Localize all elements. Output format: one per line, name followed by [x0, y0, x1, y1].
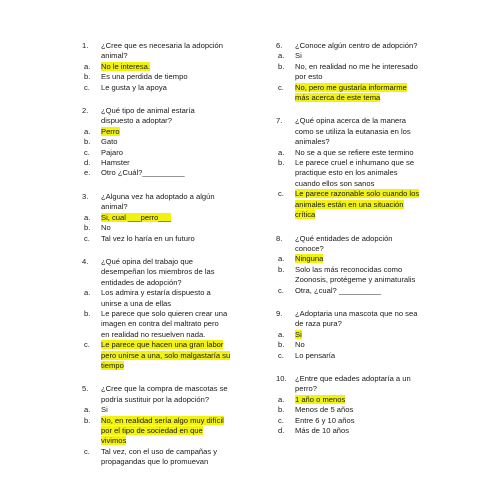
option-letter: b. — [278, 158, 285, 168]
answer-option-line — [82, 447, 270, 457]
answer-option-line — [276, 62, 436, 72]
answer-option-line — [276, 158, 436, 168]
answer-option-line — [82, 223, 270, 233]
question-text: animal? — [101, 202, 128, 212]
option-letter: a. — [278, 147, 285, 157]
question-4 — [82, 257, 270, 371]
answer-option-line — [276, 340, 436, 350]
question-text-line — [276, 116, 436, 126]
option-letter: c. — [278, 82, 284, 92]
answer-option-line — [82, 62, 270, 72]
answer-option-line — [82, 405, 270, 415]
question-text: podría sustituir por la adopción? — [101, 394, 210, 404]
answer-text: Pajaro — [101, 147, 123, 157]
answer-option-line — [276, 275, 436, 285]
question-text: de raza pura? — [295, 319, 342, 329]
question-text: ¿Conoce algún centro de adopción? — [295, 41, 418, 50]
question-10 — [276, 374, 436, 436]
answer-option-line — [82, 416, 270, 426]
question-text: animal? — [101, 51, 128, 61]
question-text: ¿Adoptaria una mascota que no sea — [295, 308, 418, 318]
question-7 — [276, 116, 436, 220]
option-letter: a. — [84, 405, 91, 415]
answer-option-line — [276, 286, 436, 296]
question-text-line — [276, 244, 436, 254]
question-text-line — [276, 374, 436, 384]
selected-answer-text: Perro — [101, 126, 120, 136]
selected-answer-text: más acerca de este tema — [295, 93, 381, 103]
question-9 — [276, 309, 436, 361]
question-text: ¿Entre que edades adoptaría a un — [295, 373, 411, 383]
answer-text: Tal vez lo haría en un futuro — [101, 233, 195, 243]
question-text: ¿Qué tipo de animal estaría — [101, 106, 195, 116]
selected-answer-text: Si, cual ___perro___ — [101, 212, 172, 222]
question-text: dispuesto a adoptar? — [101, 116, 172, 126]
option-letter: b. — [278, 340, 285, 350]
answer-text: Le parece que solo quieren crear una — [101, 308, 228, 318]
answer-text: Otra, ¿cual? __________ — [295, 285, 382, 295]
answer-option-line — [276, 168, 436, 178]
answer-text: por esto — [295, 72, 323, 82]
answer-text: Otro ¿Cuál?__________ — [101, 168, 185, 178]
answer-option-line — [276, 148, 436, 158]
answer-text: Es una perdida de tiempo — [101, 72, 188, 82]
answer-option-line — [82, 361, 270, 371]
answer-option-line — [276, 395, 436, 405]
question-number: 6. — [276, 41, 283, 50]
question-text-line — [82, 51, 270, 61]
answer-option-line — [276, 351, 436, 361]
question-number: 8. — [276, 233, 283, 243]
answer-option-line — [276, 93, 436, 103]
answer-option-line — [276, 189, 436, 199]
option-letter: d. — [84, 158, 91, 168]
selected-answer-text: crítica — [295, 210, 316, 220]
question-text: ¿Alguna vez ha adoptado a algún — [101, 191, 215, 201]
answer-text: Si — [295, 51, 302, 61]
answer-option-line — [82, 426, 270, 436]
question-text: ¿Cree que la compra de mascotas se — [101, 384, 228, 394]
question-text: conoce? — [295, 243, 324, 253]
answer-option-line — [82, 213, 270, 223]
answer-option-line — [82, 288, 270, 298]
answer-text: Hamster — [101, 158, 130, 168]
question-text-line — [82, 257, 270, 267]
option-letter: b. — [84, 72, 91, 82]
option-letter: b. — [84, 415, 91, 425]
answer-option-line — [276, 330, 436, 340]
selected-answer-text: Ninguna — [295, 254, 324, 264]
answer-option-line — [82, 127, 270, 137]
option-letter: b. — [84, 137, 91, 147]
question-1 — [82, 41, 270, 93]
left-column — [82, 41, 270, 481]
answer-option-line — [276, 210, 436, 220]
option-letter: a. — [278, 51, 285, 61]
answer-text: Lo pensaría — [295, 350, 336, 360]
selected-answer-text: 1 año o menos — [295, 394, 346, 404]
question-text-line — [82, 267, 270, 277]
question-number: 2. — [82, 106, 89, 116]
answer-option-line — [276, 254, 436, 264]
option-letter: c. — [84, 233, 90, 243]
question-text-line — [276, 309, 436, 319]
right-column — [276, 41, 436, 449]
question-text: animales? — [295, 137, 330, 147]
question-number: 7. — [276, 116, 283, 126]
question-text: ¿Qué opina del trabajo que — [101, 256, 194, 266]
answer-option-line — [82, 168, 270, 178]
selected-answer-text: vivimos — [101, 436, 127, 446]
answer-option-line — [276, 426, 436, 436]
option-letter: c. — [84, 446, 90, 456]
answer-text: Los admira y estaría dispuesto a — [101, 288, 211, 298]
selected-answer-text: Le parece razonable solo cuando los — [295, 189, 420, 199]
question-text: entidades de adopción? — [101, 277, 182, 287]
selected-answer-text: Si — [295, 329, 302, 339]
question-text-line — [82, 116, 270, 126]
answer-option-line — [276, 405, 436, 415]
answer-text: Menos de 5 años — [295, 405, 354, 415]
answer-text: Si — [101, 405, 108, 415]
option-letter: d. — [278, 426, 285, 435]
option-letter: c. — [84, 82, 90, 92]
answer-option-line — [82, 457, 270, 467]
option-letter: b. — [278, 405, 285, 415]
answer-text: Tal vez, con el uso de campañas y — [101, 446, 218, 456]
answer-text: Le gusta y la apoya — [101, 82, 167, 92]
question-number: 3. — [82, 191, 89, 201]
answer-text: No — [101, 223, 111, 233]
answer-text: unirse a una de ellas — [101, 298, 172, 308]
answer-option-line — [82, 158, 270, 168]
option-letter: c. — [278, 285, 284, 295]
answer-option-line — [82, 351, 270, 361]
answer-option-line — [276, 51, 436, 61]
option-letter: e. — [84, 168, 91, 178]
answer-text: No se a que se refiere este termino — [295, 147, 414, 157]
selected-answer-text: tiempo — [101, 360, 124, 370]
answer-text: Más de 10 años — [295, 426, 350, 435]
answer-option-line — [276, 200, 436, 210]
option-letter: a. — [84, 126, 91, 136]
answer-text: practique esto en los animales — [295, 168, 398, 178]
question-text-line — [82, 395, 270, 405]
question-3 — [82, 192, 270, 244]
answer-option-line — [82, 137, 270, 147]
option-letter: b. — [278, 61, 285, 71]
question-text-line — [276, 41, 436, 51]
question-text-line — [276, 319, 436, 329]
selected-answer-text: No le interesa. — [101, 61, 150, 71]
question-text: ¿Qué entidades de adopción — [295, 233, 393, 243]
option-letter: c. — [278, 415, 284, 425]
option-letter: c. — [84, 147, 90, 157]
question-text-line — [276, 234, 436, 244]
answer-option-line — [276, 416, 436, 426]
answer-text: Gato — [101, 137, 118, 147]
question-text: ¿Cree que es necesaria la adopción — [101, 41, 223, 50]
selected-answer-text: por el tipo de sociedad en que — [101, 426, 203, 435]
question-number: 5. — [82, 384, 89, 394]
question-text: como se utiliza la eutanasia en los — [295, 126, 411, 136]
answer-text: propagandas que lo promuevan — [101, 457, 209, 467]
answer-text: imagen en contra del maltrato pero — [101, 319, 219, 329]
option-letter: a. — [278, 254, 285, 264]
option-letter: a. — [84, 288, 91, 298]
answer-text: Zoonosis, protégeme y animaturalis — [295, 275, 416, 285]
answer-option-line — [82, 309, 270, 319]
option-letter: a. — [84, 61, 91, 71]
question-text-line — [82, 41, 270, 51]
answer-text: Solo las más reconocidas como — [295, 264, 403, 274]
question-number: 4. — [82, 256, 89, 266]
option-letter: a. — [84, 212, 91, 222]
question-5 — [82, 384, 270, 467]
question-6 — [276, 41, 436, 103]
answer-option-line — [82, 319, 270, 329]
question-text-line — [82, 202, 270, 212]
answer-text: No, en realidad no me he interesado — [295, 61, 418, 71]
question-number: 10. — [276, 373, 287, 383]
question-number: 1. — [82, 41, 89, 50]
question-2 — [82, 106, 270, 179]
answer-option-line — [82, 330, 270, 340]
answer-option-line — [82, 234, 270, 244]
question-text-line — [276, 384, 436, 394]
option-letter: c. — [278, 189, 284, 199]
selected-answer-text: No, en realidad sería algo muy difícil — [101, 415, 224, 425]
question-text: perro? — [295, 384, 317, 394]
option-letter: b. — [84, 223, 91, 233]
answer-option-line — [82, 83, 270, 93]
option-letter: a. — [278, 329, 285, 339]
question-text: desempeñan los miembros de las — [101, 267, 215, 277]
question-text-line — [82, 384, 270, 394]
option-letter: a. — [278, 394, 285, 404]
answer-option-line — [276, 72, 436, 82]
question-text-line — [276, 137, 436, 147]
selected-answer-text: pero unirse a una, solo malgastaría su — [101, 350, 231, 360]
question-text-line — [82, 278, 270, 288]
answer-option-line — [276, 179, 436, 189]
answer-text: cuando ellos son sanos — [295, 178, 375, 188]
option-letter: b. — [278, 264, 285, 274]
answer-option-line — [82, 299, 270, 309]
selected-answer-text: animales están en una situación — [295, 199, 404, 209]
answer-text: Entre 6 y 10 años — [295, 415, 355, 425]
question-8 — [276, 234, 436, 296]
option-letter: c. — [84, 340, 90, 350]
answer-text: en realidad no resuelven nada. — [101, 329, 206, 339]
question-text-line — [276, 127, 436, 137]
question-number: 9. — [276, 308, 283, 318]
answer-option-line — [276, 83, 436, 93]
answer-text: Le parece cruel e inhumano que se — [295, 158, 415, 168]
option-letter: c. — [278, 350, 284, 360]
answer-text: No — [295, 340, 305, 350]
selected-answer-text: Le parece que hacen una gran labor — [101, 340, 224, 350]
question-text-line — [82, 106, 270, 116]
answer-option-line — [82, 72, 270, 82]
answer-option-line — [82, 340, 270, 350]
question-text: ¿Qué opina acerca de la manera — [295, 116, 407, 126]
selected-answer-text: No, pero me gustaría informarme — [295, 82, 407, 92]
question-text-line — [82, 192, 270, 202]
answer-option-line — [82, 148, 270, 158]
answer-option-line — [276, 265, 436, 275]
option-letter: b. — [84, 308, 91, 318]
answer-option-line — [82, 436, 270, 446]
